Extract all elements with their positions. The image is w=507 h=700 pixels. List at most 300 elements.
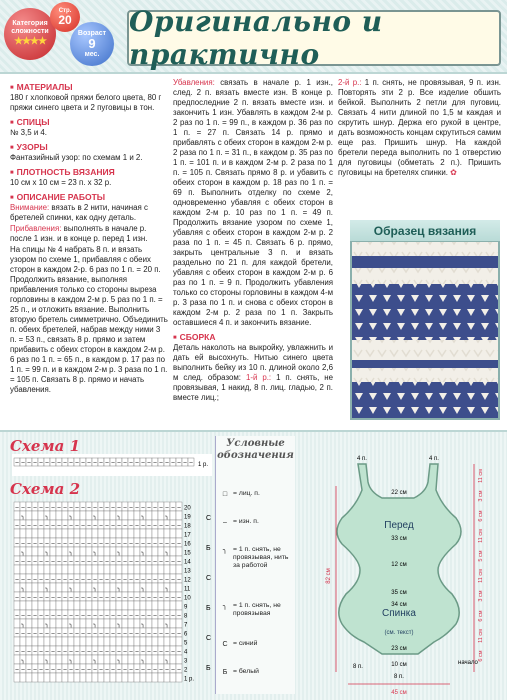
scheme2-cell <box>158 619 164 628</box>
end-flower-icon: ✿ <box>450 168 457 177</box>
bottom-strap-label: 8 п. <box>394 674 404 680</box>
scheme2-cell-symbol: – <box>171 523 175 529</box>
scheme2-cell-symbol: – <box>75 595 79 601</box>
scheme2-row-label: 5 <box>184 640 188 647</box>
scheme2-cell-symbol: – <box>141 613 145 619</box>
scheme2-cell <box>176 637 182 646</box>
scheme2-cell-symbol: – <box>123 577 127 583</box>
scheme2-cell <box>56 655 62 664</box>
scheme2-cell <box>92 601 98 610</box>
scheme2-cell <box>146 619 152 628</box>
scheme2-cell-symbol: – <box>45 649 49 655</box>
scheme2-cell-symbol: – <box>141 577 145 583</box>
scheme2-cell <box>104 511 110 520</box>
scheme2-cell-symbol: – <box>99 541 103 547</box>
scheme2-cell-symbol: – <box>117 505 121 511</box>
scheme2-cell-symbol: – <box>147 505 151 511</box>
scheme2-cell <box>104 655 110 664</box>
scheme2-cell-symbol: – <box>105 649 109 655</box>
scheme2-cell-symbol: – <box>171 613 175 619</box>
scheme2-cell-symbol: – <box>63 649 67 655</box>
scheme2-cell-symbol: – <box>159 613 163 619</box>
scheme2-cell-symbol: – <box>159 667 163 673</box>
scheme2-cell <box>74 565 80 574</box>
scheme2-cell <box>176 565 182 574</box>
work-note-text: вязать в 2 нити, начиная с бретелей спинки, как одну деталь. <box>10 203 148 222</box>
scheme2-cell <box>86 565 92 574</box>
scheme2-cell-symbol: – <box>81 577 85 583</box>
scheme2-cell <box>38 529 44 538</box>
scheme2-cell-symbol: ╮ <box>93 550 97 556</box>
scheme2-cell <box>14 529 20 538</box>
scheme2-cell <box>68 565 74 574</box>
scheme2-cell-symbol: – <box>57 613 61 619</box>
scheme1-cell-symbol: – <box>93 460 97 467</box>
scheme2-cell-symbol: – <box>147 523 151 529</box>
scheme2-cell-symbol: – <box>147 649 151 655</box>
scheme2-cell-symbol: – <box>51 631 55 637</box>
scheme2-cell-symbol: – <box>81 613 85 619</box>
scheme2-cell-symbol: – <box>129 649 133 655</box>
scheme1-cell-symbol: – <box>63 460 67 467</box>
scheme2-cell <box>98 565 104 574</box>
scheme2-cell-symbol: – <box>15 613 19 619</box>
scheme2-cell <box>110 637 116 646</box>
scheme2-row-label: 9 <box>184 604 188 611</box>
scheme2-cell <box>122 655 128 664</box>
scheme2-cell-symbol: – <box>45 559 49 565</box>
scheme2-cell-symbol: – <box>93 523 97 529</box>
scheme2-cell-symbol: ╮ <box>117 550 121 556</box>
scheme2-cell <box>170 529 176 538</box>
scheme2-cell-symbol: – <box>123 667 127 673</box>
scheme2-cell-symbol: – <box>93 541 97 547</box>
scheme2-cell-symbol: – <box>63 559 67 565</box>
legend-knit <box>220 490 296 499</box>
scheme2-cell-symbol: – <box>27 631 31 637</box>
scheme2-cell <box>20 673 26 682</box>
scheme2-cell <box>158 637 164 646</box>
legend-title <box>216 438 295 462</box>
scheme2-cell-symbol: – <box>39 613 43 619</box>
scheme2-cell <box>74 601 80 610</box>
scheme2-cell-symbol: – <box>117 523 121 529</box>
scheme2-cell <box>86 529 92 538</box>
scheme2-cell <box>122 583 128 592</box>
legend-slip <box>220 602 296 618</box>
scheme2-cell-symbol: ╮ <box>141 658 145 664</box>
scheme2-cell-symbol: – <box>117 649 121 655</box>
scheme2-cell <box>158 673 164 682</box>
scheme2-cell <box>74 619 80 628</box>
age-unit: мес. <box>84 50 100 58</box>
scheme2-cell-symbol: – <box>129 595 133 601</box>
scheme2-cell-symbol: – <box>33 667 37 673</box>
scheme2-cell-symbol: – <box>45 541 49 547</box>
right-dim-label: 3 см <box>478 490 484 502</box>
scheme2-cell-symbol: – <box>135 649 139 655</box>
scheme2-cell-symbol: – <box>51 505 55 511</box>
scheme2-cell-symbol: – <box>39 577 43 583</box>
scheme2-cell <box>158 601 164 610</box>
scheme2-cell-symbol: – <box>141 649 145 655</box>
scheme2-cell-symbol: ╮ <box>69 622 73 628</box>
scheme2-cell <box>14 565 20 574</box>
scheme2-cell <box>98 673 104 682</box>
scheme2-cell <box>56 547 62 556</box>
scheme2-cell <box>86 673 92 682</box>
scheme2-cell <box>152 673 158 682</box>
scheme1-cell-symbol: – <box>27 460 31 467</box>
scheme2-cell-symbol: – <box>51 595 55 601</box>
scheme2-cell <box>62 601 68 610</box>
scheme2-cell-symbol: – <box>15 559 19 565</box>
scheme2-cell <box>122 637 128 646</box>
scheme2-cell <box>170 511 176 520</box>
blue-color-symbol: С <box>222 640 228 648</box>
dim-23: 23 см <box>391 646 407 652</box>
scheme2-cell-symbol: – <box>129 559 133 565</box>
patterns-heading: ■ УЗОРЫ <box>10 142 168 153</box>
scheme2-cell-symbol: – <box>81 667 85 673</box>
scheme2-cell <box>104 529 110 538</box>
scheme2-cell-symbol: – <box>123 523 127 529</box>
scheme2-cell <box>176 511 182 520</box>
scheme2-cell-symbol: – <box>75 541 79 547</box>
legend-purl <box>220 518 296 527</box>
scheme2-cell <box>128 529 134 538</box>
scheme2-cell-symbol: – <box>153 541 157 547</box>
scheme1-cell-symbol: – <box>189 460 193 467</box>
scheme2-cell-symbol: – <box>63 631 67 637</box>
scheme2-cell-symbol: – <box>57 631 61 637</box>
scheme2-cell <box>74 511 80 520</box>
scheme2-cell-symbol: – <box>129 667 133 673</box>
scheme2-cell <box>80 547 86 556</box>
scheme2-cell <box>116 637 122 646</box>
scheme2-cell <box>146 655 152 664</box>
scheme2-row-label: 17 <box>184 532 191 539</box>
scheme2-cell <box>164 637 170 646</box>
scheme1-cell-symbol: – <box>183 460 187 467</box>
scheme2-cell <box>56 601 62 610</box>
scheme2-cell-symbol: – <box>123 631 127 637</box>
scheme1-cell-symbol: – <box>45 460 49 467</box>
scheme2-cell <box>158 511 164 520</box>
scheme2-cell <box>20 565 26 574</box>
scheme2-cell-symbol: – <box>81 631 85 637</box>
scheme1-cell-symbol: – <box>81 460 85 467</box>
scheme2-cell <box>92 565 98 574</box>
right-dim-label: 11 см <box>478 529 484 543</box>
scheme2-cell-symbol: – <box>135 541 139 547</box>
scheme2-color-bracket: С <box>206 575 212 582</box>
scheme2-row-label: 2 <box>184 667 188 674</box>
scheme2-cell-symbol: – <box>159 559 163 565</box>
scheme2-cell <box>32 619 38 628</box>
scheme2-cell <box>140 637 146 646</box>
scheme2-cell-symbol: ╮ <box>69 514 73 520</box>
scheme2-cell-symbol: – <box>33 541 37 547</box>
right-dim-label: 11 см <box>478 629 484 643</box>
page-label: Стр. <box>58 7 72 14</box>
scheme2-cell-symbol: – <box>165 505 169 511</box>
scheme2-cell <box>158 655 164 664</box>
scheme2-cell <box>134 673 140 682</box>
scheme2-cell-symbol: – <box>105 541 109 547</box>
legend-slip-back <box>220 546 296 570</box>
right-dim-label: 6 см <box>478 650 484 662</box>
age-label: Возраст <box>77 29 107 37</box>
scheme1-cell-symbol: – <box>135 460 139 467</box>
scheme2-cell <box>110 583 116 592</box>
scheme2-cell-symbol: – <box>87 595 91 601</box>
scheme2-cell-symbol: ╮ <box>141 514 145 520</box>
patterns-text: Фантазийный узор: по схемам 1 и 2. <box>10 153 143 162</box>
scheme2-cell-symbol: – <box>15 595 19 601</box>
scheme2-cell-symbol: – <box>177 505 181 511</box>
scheme1-cell-symbol: – <box>171 460 175 467</box>
scheme2-cell <box>152 547 158 556</box>
scheme2-cell-symbol: – <box>27 595 31 601</box>
scheme2-cell <box>50 547 56 556</box>
scheme1-cell-symbol: – <box>111 460 115 467</box>
scheme2-cell <box>146 529 152 538</box>
scheme2-cell-symbol: – <box>111 595 115 601</box>
sample-title: Образец вязания <box>350 220 500 242</box>
scheme2-cell-symbol: – <box>15 523 19 529</box>
scheme2-cell-symbol: – <box>165 613 169 619</box>
scheme2-color-bracket: Б <box>206 545 211 552</box>
scheme2-cell <box>152 601 158 610</box>
front-label: Перед <box>384 520 414 531</box>
scheme2-cell <box>44 637 50 646</box>
slip-stitch-icon: ╮ <box>222 602 228 610</box>
scheme2-cell-symbol: ╮ <box>165 514 169 520</box>
scheme1-cell-symbol: – <box>177 460 181 467</box>
scheme1-title: Схема 1 <box>10 437 81 455</box>
scheme2-row-label: 16 <box>184 541 191 548</box>
scheme2-cell-symbol: – <box>141 505 145 511</box>
scheme2-row-label: 19 <box>184 514 191 521</box>
scheme2-cell-symbol: ╮ <box>117 622 121 628</box>
scheme2-cell-symbol: – <box>87 541 91 547</box>
scheme2-cell <box>38 637 44 646</box>
scheme2-cell-symbol: – <box>177 523 181 529</box>
scheme2-cell <box>134 565 140 574</box>
scheme2-cell-symbol: – <box>153 613 157 619</box>
scheme2-cell-symbol: – <box>171 649 175 655</box>
scheme2-cell-symbol: – <box>87 523 91 529</box>
scheme2-cell <box>110 619 116 628</box>
scheme2-cell <box>50 601 56 610</box>
slip-yarn-back-icon: ╮ <box>222 546 228 554</box>
difficulty-stars-icon: ★★★★ <box>14 36 46 48</box>
scheme2-cell-symbol: – <box>51 667 55 673</box>
scheme2-cell <box>164 529 170 538</box>
scheme2-cell-symbol: – <box>123 649 127 655</box>
scheme2-cell <box>80 565 86 574</box>
scheme2-cell-symbol: – <box>81 505 85 511</box>
scheme2-cell-symbol: – <box>45 523 49 529</box>
scheme2-cell <box>146 637 152 646</box>
column-materials <box>10 78 168 396</box>
column-finishing <box>338 78 501 179</box>
scheme2-cell <box>26 619 32 628</box>
scheme2-cell-symbol: ╮ <box>69 658 73 664</box>
scheme2-cell-symbol: – <box>147 667 151 673</box>
scheme2-cell-symbol: – <box>69 595 73 601</box>
scheme2-cell <box>152 511 158 520</box>
decreases-text <box>173 78 333 328</box>
scheme2-cell <box>44 601 50 610</box>
scheme2-cell-symbol: – <box>99 649 103 655</box>
scheme2-cell <box>74 547 80 556</box>
scheme2-cell-symbol: – <box>69 541 73 547</box>
scheme2-cell-symbol: – <box>63 577 67 583</box>
right-dim-label: 6 см <box>478 610 484 622</box>
legend-panel <box>215 436 295 694</box>
scheme2-cell <box>26 547 32 556</box>
title-box <box>127 5 501 71</box>
needles-heading: ■ СПИЦЫ <box>10 117 168 128</box>
scheme2-cell-symbol: – <box>129 577 133 583</box>
scheme2-cell-symbol: – <box>63 541 67 547</box>
scheme2-cell <box>158 547 164 556</box>
scheme2-cell <box>50 583 56 592</box>
scheme2-cell-symbol: – <box>105 523 109 529</box>
scheme2-cell-symbol: – <box>21 595 25 601</box>
scheme2-cell <box>170 601 176 610</box>
back-note: (см. текст) <box>384 630 414 636</box>
scheme2-row-label: 13 <box>184 568 191 575</box>
scheme1-cell-symbol: – <box>117 460 121 467</box>
scheme2-cell-symbol: – <box>69 559 73 565</box>
scheme2-cell-symbol: – <box>135 559 139 565</box>
scheme2-cell-symbol: ╮ <box>93 622 97 628</box>
scheme2-cell-symbol: – <box>135 505 139 511</box>
scheme2-cell <box>50 673 56 682</box>
decreases-body: связать в начале р. 1 изн., след. 2 п. вязать вместе изн. В конце р. предпоследние 2 п. вязать вместе изн. и закончить 1 изн. Убавлять в каждом 2-м р. 2 раз по 1 п. = 99 п., в каждом р. 36 раз по 1 п. = 27 п. Связать 14 р. прямо и прибавлять с обеих сторон в каждом 2-м р. 2 раза по 1 п. = 31 п., в каждом р. 35 раз по 1 п. = 101 п. и в каждом 2-м р. 2 раза по 1 п. = 105 п. Связать прямо 8 р. и убавить с обеих сторон в каждом р. 18 раз по 1 п. = 69 п. Выполнить отделку по схеме 2, одновременно убавляя с обеих сторон в каждом 2-м р. 10 раз по 1 п. = 49 п. Продолжить вязание узором по схеме 1, убавляя с обеих сторон в каждом 2-м р. 2 раза по 1 п. = 45 п. Связать 6 р. прямо, закрыть центральные 3 п. и вязать раздельно по 21 п. для каждой бретели, убавляя с обеих сторон в каждом 2-м р. 6 раз по 1 п. = 9 п. Продолжить убавления только со стороны горловины в каждом 4-м р. 3 раза по 1 п. и снова с обеих сторон в каждом 2-м р. 2 раза по 1 п. Закрыть оставшиеся 4 п. и закончить вязание. <box>173 78 333 327</box>
scheme2-color-bracket: Б <box>206 665 211 672</box>
scheme2-cell <box>92 673 98 682</box>
scheme2-cell-symbol: – <box>45 577 49 583</box>
scheme2-cell-symbol: – <box>111 577 115 583</box>
scheme2-cell-symbol: ╮ <box>45 622 49 628</box>
scheme2-cell <box>170 547 176 556</box>
scheme2-cell-symbol: – <box>45 667 49 673</box>
scheme2-cell <box>80 601 86 610</box>
scheme2-cell <box>110 511 116 520</box>
scheme2-cell-symbol: – <box>45 613 49 619</box>
scheme2-cell <box>38 583 44 592</box>
density-heading: ■ ПЛОТНОСТЬ ВЯЗАНИЯ <box>10 167 168 178</box>
scheme2-cell-symbol: – <box>171 631 175 637</box>
scheme2-cell-symbol: – <box>93 649 97 655</box>
scheme2-cell-symbol: – <box>171 505 175 511</box>
scheme2-cell-symbol: ╮ <box>21 514 25 520</box>
scheme2-cell-symbol: – <box>81 523 85 529</box>
scheme2-cell <box>14 619 20 628</box>
scheme2-cell <box>38 619 44 628</box>
scheme2-cell <box>146 547 152 556</box>
scheme2-cell-symbol: – <box>87 667 91 673</box>
scheme2-cell-symbol: – <box>165 541 169 547</box>
scheme2-cell <box>26 673 32 682</box>
scheme1-cell-symbol: – <box>75 460 79 467</box>
right-dim-label: 5 см <box>478 550 484 562</box>
dim-12: 12 см <box>391 562 407 568</box>
scheme2-cell-symbol: – <box>81 649 85 655</box>
scheme2-cell <box>26 511 32 520</box>
scheme2-cell <box>14 637 20 646</box>
scheme1-cell-symbol: – <box>147 460 151 467</box>
scheme2-row-label: 12 <box>184 577 191 584</box>
scheme1-cell-symbol: – <box>105 460 109 467</box>
scheme2-cell-symbol: ╮ <box>117 658 121 664</box>
scheme2-cell-symbol: – <box>135 595 139 601</box>
scheme2-cell <box>134 637 140 646</box>
scheme2-cell <box>98 601 104 610</box>
scheme2-cell-symbol: – <box>27 613 31 619</box>
scheme2-cell <box>80 511 86 520</box>
scheme2-cell-symbol: – <box>177 559 181 565</box>
scheme2-cell <box>86 619 92 628</box>
work-note-label: Внимание: <box>10 203 50 212</box>
scheme2-cell-symbol: – <box>33 559 37 565</box>
materials-text: 180 г хлопковой пряжи белого цвета, 80 г пряжи синего цвета и 2 пуговицы в тон. <box>10 93 162 112</box>
assembly-text <box>173 343 333 403</box>
scheme2-cell-symbol: – <box>21 577 25 583</box>
scheme2-cell-symbol: – <box>135 631 139 637</box>
scheme2-cell-symbol: ╮ <box>165 550 169 556</box>
scheme2-cell-symbol: – <box>63 505 67 511</box>
row2-label: 2-й р.: <box>338 78 362 87</box>
scheme2-cell-symbol: – <box>147 613 151 619</box>
age-badge <box>70 22 114 66</box>
scheme2-cell-symbol: – <box>165 595 169 601</box>
scheme2-cell-symbol: – <box>21 541 25 547</box>
scheme2-cell-symbol: – <box>45 631 49 637</box>
scheme2-cell-symbol: – <box>111 667 115 673</box>
scheme2-cell <box>128 583 134 592</box>
scheme2-cell <box>170 619 176 628</box>
scheme2-cell-symbol: – <box>39 541 43 547</box>
scheme2-cell <box>80 637 86 646</box>
scheme2-cell-symbol: – <box>81 595 85 601</box>
scheme2-color-bracket: С <box>206 515 212 522</box>
scheme2-cell <box>128 637 134 646</box>
scheme2-cell-symbol: – <box>159 649 163 655</box>
work-increases <box>10 224 168 244</box>
scheme2-cell <box>146 601 152 610</box>
scheme2-cell <box>104 565 110 574</box>
scheme2-cell-symbol: – <box>165 649 169 655</box>
scheme1-cell-symbol: – <box>69 460 73 467</box>
scheme2-cell-symbol: – <box>75 577 79 583</box>
scheme2-row-label: 20 <box>184 505 191 512</box>
scheme2-cell-symbol: – <box>69 505 73 511</box>
scheme2-cell <box>146 565 152 574</box>
scheme2-cell <box>62 637 68 646</box>
scheme2-cell <box>74 673 80 682</box>
scheme2-color-bracket: С <box>206 635 212 642</box>
scheme2-cell <box>110 601 116 610</box>
scheme2-cell-symbol: – <box>177 541 181 547</box>
assembly-heading: ■ СБОРКА <box>173 332 333 343</box>
scheme2-cell-symbol: – <box>45 595 49 601</box>
scheme2-cell <box>86 511 92 520</box>
